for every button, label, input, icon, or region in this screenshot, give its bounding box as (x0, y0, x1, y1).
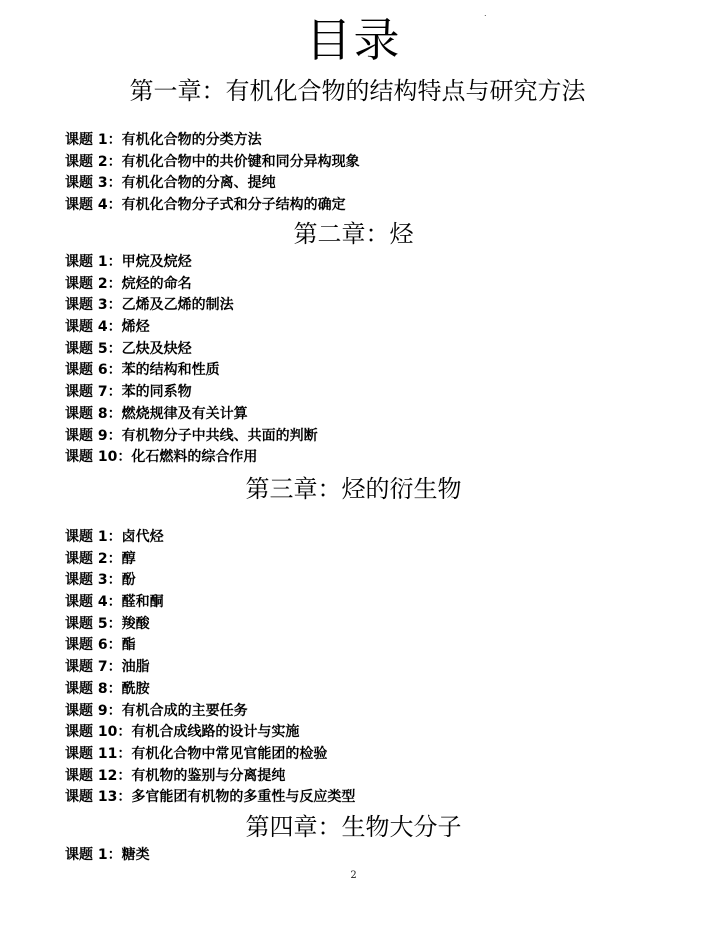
list-item: 课题 3：酚 (65, 572, 136, 589)
list-item: 课题 10：有机合成线路的设计与实施 (65, 724, 300, 741)
list-item: 课题 1：卤代烃 (65, 529, 164, 545)
chapter-1-heading: 第一章：有机化合物的结构特点与研究方法 (129, 77, 586, 105)
list-item: 课题 7：苯的同系物 (65, 384, 192, 401)
chapter-3-heading: 第三章：烃的衍生物 (245, 475, 462, 503)
list-item: 课题 4：烯烃 (65, 319, 150, 336)
list-item: 课题 3：乙烯及乙烯的制法 (65, 297, 234, 314)
chapter-4-heading: 第四章：生物大分子 (245, 813, 462, 841)
list-item: 课题 11：有机化合物中常见官能团的检验 (65, 745, 328, 762)
list-item: 课题 9：有机合成的主要任务 (65, 702, 248, 719)
chapter-4-lesson-list (65, 845, 150, 867)
list-item: 课题 2：有机化合物中的共价键和同分异构现象 (65, 153, 360, 170)
list-item: 课题 1：甲烷及烷烃 (65, 254, 192, 270)
list-item: 课题 2：烷烃的命名 (65, 275, 192, 292)
list-item: 课题 1：有机化合物的分类方法 (65, 132, 262, 148)
list-item: 课题 1：糖类 (65, 847, 150, 863)
list-item: 课题 12：有机物的鉴别与分离提纯 (65, 767, 286, 784)
list-item: 课题 8：燃烧规律及有关计算 (65, 405, 248, 422)
page-title: 目录 (305, 13, 402, 67)
list-item: 课题 10：化石燃料的综合作用 (65, 449, 258, 466)
list-item: 课题 3：有机化合物的分离、提纯 (65, 175, 276, 192)
chapter-2-heading: 第二章：烃 (293, 220, 414, 248)
list-item: 课题 5：羧酸 (65, 615, 150, 632)
chapter-2-lesson-list (65, 252, 318, 469)
list-item: 课题 7：油脂 (65, 659, 150, 676)
page-number: 2 (350, 870, 357, 881)
list-item: 课题 6：苯的结构和性质 (65, 362, 220, 379)
list-item: 课题 2：醇 (65, 550, 136, 567)
chapter-1-lesson-list (65, 130, 360, 217)
list-item: 课题 9：有机物分子中共线、共面的判断 (65, 427, 318, 444)
list-item: 课题 13：多官能团有机物的多重性与反应类型 (65, 789, 356, 806)
list-item: 课题 8：酰胺 (65, 680, 150, 697)
list-item: 课题 4：有机化合物分子式和分子结构的确定 (65, 197, 346, 214)
list-item: 课题 4：醛和酮 (65, 594, 164, 611)
corner-mark: . (484, 9, 487, 18)
list-item: 课题 6：酯 (65, 637, 136, 654)
chapter-3-lesson-list (65, 527, 355, 809)
list-item: 课题 5：乙炔及炔烃 (65, 340, 192, 357)
